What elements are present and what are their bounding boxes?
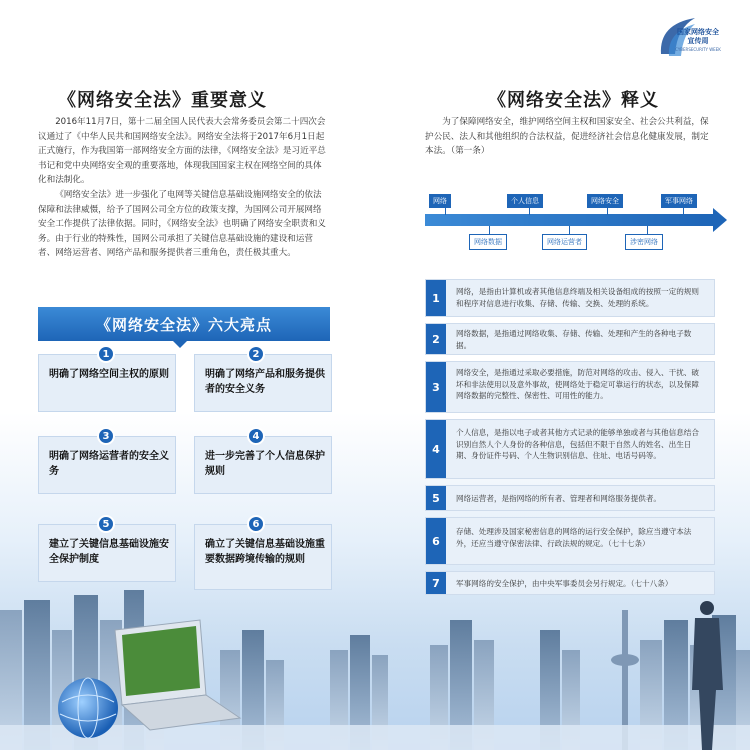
definition-number: 3 [426,362,446,412]
timeline-label: 个人信息 [507,194,543,208]
timeline-tick [647,226,648,234]
highlight-text: 明确了网络产品和服务提供者的安全义务 [205,369,325,395]
definition-row [425,279,715,317]
highlight-text: 建立了关键信息基础设施安全保护制度 [49,539,169,565]
definition-row [425,517,715,565]
highlight-text: 明确了网络运营者的安全义务 [49,451,169,477]
definition-number: 6 [426,518,446,564]
highlight-card [194,436,332,494]
highlight-text: 确立了关键信息基础设施重要数据跨境传输的规则 [205,539,325,565]
definition-number: 2 [426,324,446,354]
logo-title: 国家网络安全 宣传周 [677,28,719,45]
definition-number: 7 [426,572,446,594]
timeline-label: 涉密网络 [625,234,663,250]
page-title-right: 《网络安全法》释义 [488,90,659,111]
highlight-number: 3 [97,427,115,445]
timeline-label: 军事网络 [661,194,697,208]
highlight-number: 5 [97,515,115,533]
banner-notch [173,341,187,348]
timeline-tick [445,207,446,215]
definition-row [425,361,715,413]
city-skyline-illustration [0,590,750,750]
definition-number: 5 [426,486,446,510]
timeline-tick [569,226,570,234]
highlight-number: 4 [247,427,265,445]
definition-text: 网络安全，是指通过采取必要措施，防范对网络的攻击、侵入、干扰、破坏和非法使用以及意外事故，使网络处于稳定可靠运行的状态，以及保障网络数据的完整性、保密性、可用性的能力。 [456,368,699,400]
highlight-number: 2 [247,345,265,363]
definition-row [425,419,715,479]
logo-subtitle: CYBERSECURITY WEEK [675,47,721,52]
definition-text: 网络运营者，是指网络的所有者、管理者和网络服务提供者。 [456,494,662,503]
definition-row [425,485,715,511]
timeline-tick [607,207,608,215]
timeline-tick [683,207,684,215]
definition-text: 网络，是指由计算机或者其他信息终端及相关设备组成的按照一定的规则和程序对信息进行收集、存储、传输、交换、处理的系统。 [456,287,699,308]
intro-paragraph: 《网络安全法》进一步强化了电网等关键信息基础设施网络安全的依法保障和法律威慑，给予了国网公司全方位的政策支撑，为国网公司开展网络安全工作提供了法律依据。同时，《网络安全法》也明确了网络安全职责和义务。由于行业的特殊性，国网公司承担了关键信息基础设施的建设和运营者、网络运营者、网络产品和服务提供者三重角色，责任极其重大。 [38,189,326,259]
timeline-label: 网络运营者 [542,234,587,250]
timeline-label: 网络 [429,194,451,208]
timeline-label: 网络安全 [587,194,623,208]
timeline-tick [529,207,530,215]
highlight-card [194,354,332,412]
definition-text: 军事网络的安全保护，由中央军事委员会另行规定。（七十八条） [456,579,673,588]
definition-text: 个人信息，是指以电子或者其他方式记录的能够单独或者与其他信息结合识别自然人个人身份的各种信息，包括但不限于自然人的姓名、出生日期、身份证件号码、个人生物识别信息、住址、电话号码等。 [456,428,699,460]
page-title-left: 《网络安全法》重要意义 [58,90,267,111]
definition-text: 存储、处理涉及国家秘密信息的网络的运行安全保护，除应当遵守本法外，还应当遵守保密法律、行政法规的规定。（七十七条） [456,527,692,548]
timeline-label: 网络数据 [469,234,507,250]
highlight-text: 进一步完善了个人信息保护规则 [205,451,325,477]
timeline-bar [425,214,713,226]
intro-left [38,115,330,261]
timeline-arrow [713,208,727,232]
definition-number: 4 [426,420,446,478]
highlights-banner: 《网络安全法》六大亮点 [38,307,330,341]
highlight-card [194,524,332,590]
timeline-tick [489,226,490,234]
highlight-text: 明确了网络空间主权的原则 [49,369,169,380]
intro-right [425,115,715,159]
definition-row [425,323,715,355]
highlight-number: 6 [247,515,265,533]
intro-paragraph: 2016年11月7日，第十二届全国人民代表大会常务委员会第二十四次会议通过了《中华人民共和国网络安全法》。网络安全法将于2017年6月1日起正式施行，作为我国第一部网络安全方面的法律，《网络安全法》是习近平总书记和党中央网络安全观的重要落地，体现我国国家主权在网络空间的具体化和法制化。 [38,117,326,186]
definition-number: 1 [426,280,446,316]
intro-paragraph: 为了保障网络安全，维护网络空间主权和国家安全、社会公共利益，保护公民、法人和其他组织的合法权益，促进经济社会信息化健康发展，制定本法。（第一条） [425,117,709,157]
definition-text: 网络数据，是指通过网络收集、存储、传输、处理和产生的各种电子数据。 [456,329,692,350]
highlight-number: 1 [97,345,115,363]
terms-timeline [425,190,730,260]
